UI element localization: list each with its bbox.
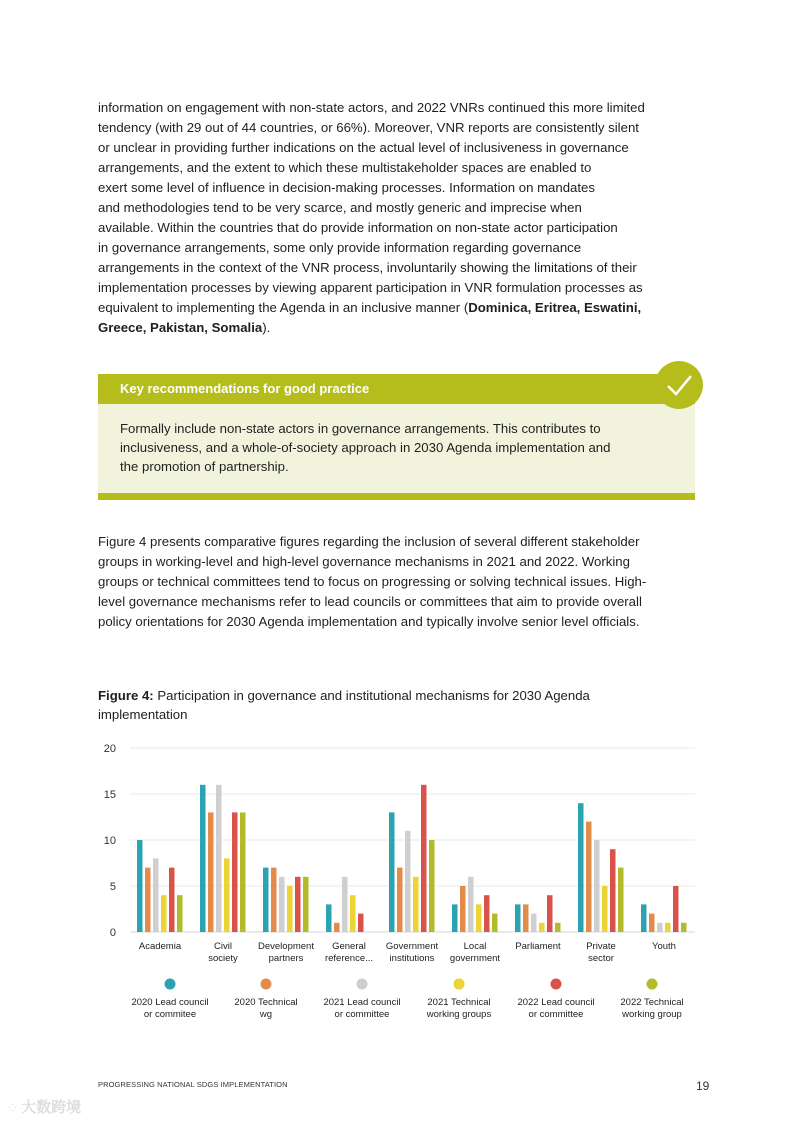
bar	[602, 886, 608, 932]
text-line	[98, 238, 698, 258]
text-line	[98, 592, 698, 612]
x-tick-label: Private	[586, 941, 616, 952]
text-run: information on engagement with non-state actors, and 2022 VNRs continued this more limited	[98, 100, 645, 115]
text-run: Figure 4 presents comparative figures regarding the inclusion of several different stakeholder	[98, 534, 640, 549]
bar	[232, 812, 238, 932]
bar	[153, 858, 159, 932]
y-tick-label: 10	[103, 835, 116, 847]
figure-caption	[98, 686, 698, 724]
x-tick-label: reference...	[324, 953, 374, 964]
key-recommendations-text	[120, 419, 680, 476]
text-line	[98, 118, 698, 138]
legend-marker	[454, 979, 465, 990]
bold-text: Dominica, Eritrea, Eswatini,	[468, 300, 642, 315]
bold-text: Greece, Pakistan, Somalia	[98, 320, 263, 335]
page-number: 19	[696, 1079, 710, 1093]
text-line	[98, 532, 698, 552]
bar	[326, 904, 332, 932]
text-line	[98, 318, 698, 338]
text-run: arrangements in the context of the VNR process, involuntarily showing the limitations of their	[98, 260, 637, 275]
bar	[539, 923, 545, 932]
legend-marker	[357, 979, 368, 990]
bar	[334, 923, 340, 932]
x-tick-label: partners	[268, 953, 304, 964]
bar	[208, 812, 214, 932]
text-line	[98, 572, 698, 592]
watermark: ◌ 大数跨境	[8, 1099, 82, 1116]
text-run: implementation processes by viewing apparent participation in VNR formulation processes as	[98, 280, 643, 295]
bar	[303, 877, 309, 932]
bar	[295, 877, 301, 932]
x-tick-label: society	[208, 953, 238, 964]
text-line	[98, 552, 698, 572]
bar	[610, 849, 616, 932]
legend-marker	[647, 979, 658, 990]
bar	[429, 840, 435, 932]
recommendation-line: inclusiveness, and a whole-of-society approach in 2030 Agenda implementation and	[120, 440, 611, 455]
bar	[673, 886, 679, 932]
x-tick-label: Youth	[652, 941, 676, 952]
bar	[484, 895, 490, 932]
bar	[492, 914, 498, 932]
key-recommendations-title: Key recommendations for good practice	[120, 381, 370, 396]
text-line	[98, 278, 698, 298]
x-tick-label: Academia	[138, 941, 182, 952]
bar	[216, 785, 222, 932]
divider	[98, 493, 695, 500]
x-tick-label: government	[449, 953, 501, 964]
legend-marker	[551, 979, 562, 990]
y-tick-label: 20	[103, 743, 116, 755]
bar	[468, 877, 474, 932]
text-run: exert some level of influence in decision-making processes. Information on mandates	[98, 180, 595, 195]
bar	[681, 923, 687, 932]
y-tick-label: 15	[103, 789, 116, 801]
legend-label: 2020 Technical	[234, 997, 298, 1008]
bar	[523, 904, 529, 932]
checkmark-icon	[655, 361, 703, 409]
legend-label: wg	[259, 1009, 273, 1020]
text-line	[98, 612, 698, 632]
recommendation-line: the promotion of partnership.	[120, 459, 289, 474]
legend-label: 2021 Lead council	[323, 997, 401, 1008]
x-tick-label: Parliament	[515, 941, 561, 952]
figure-caption-text-2: implementation	[98, 707, 188, 722]
key-recommendations-header	[98, 374, 695, 404]
x-tick-label: Development	[258, 941, 314, 952]
text-line	[98, 98, 698, 118]
x-tick-label: sector	[588, 953, 614, 964]
bar	[358, 914, 364, 932]
bar	[200, 785, 206, 932]
bar	[657, 923, 663, 932]
text-run: ).	[262, 320, 271, 335]
y-tick-label: 5	[109, 881, 116, 893]
x-tick-label: General	[332, 941, 366, 952]
key-recommendations-box	[98, 374, 695, 500]
text-run: available. Within the countries that do provide information on non-state actor participation	[98, 220, 618, 235]
x-tick-label: Civil	[214, 941, 232, 952]
bar-chart	[0, 730, 793, 1040]
bar	[287, 886, 293, 932]
bar	[224, 858, 230, 932]
legend-label: or committee	[334, 1009, 390, 1020]
bar	[137, 840, 143, 932]
body-paragraph-1	[98, 98, 698, 338]
text-line	[98, 158, 698, 178]
text-line	[98, 258, 698, 278]
legend-label: or committee	[528, 1009, 584, 1020]
bar	[578, 803, 584, 932]
text-run: groups or technical committees tend to focus on progressing or solving technical issues. High-	[98, 574, 647, 589]
text-run: in governance arrangements, some only provide information regarding governance	[98, 240, 582, 255]
body-paragraph-2	[98, 532, 698, 632]
legend-label: 2022 Technical	[620, 997, 684, 1008]
legend-label: working groups	[426, 1009, 492, 1020]
bar	[452, 904, 458, 932]
bar	[145, 868, 151, 932]
footer-title: PROGRESSING NATIONAL SDGS IMPLEMENTATION	[98, 1080, 288, 1089]
figure-caption-text: Participation in governance and institutional mechanisms for 2030 Agenda	[153, 688, 590, 703]
bar	[169, 868, 175, 932]
bar	[665, 923, 671, 932]
text-run: level governance mechanisms refer to lead councils or committees that aim to provide overall	[98, 594, 642, 609]
y-tick-label: 0	[109, 927, 116, 939]
bar	[389, 812, 395, 932]
text-run: groups in working-level and high-level governance mechanisms in 2021 and 2022. Working	[98, 554, 630, 569]
text-run: equivalent to implementing the Agenda in an inclusive manner (	[98, 300, 469, 315]
text-line	[98, 178, 698, 198]
bar	[594, 840, 600, 932]
bar	[405, 831, 411, 932]
bar	[547, 895, 553, 932]
legend-marker	[261, 979, 272, 990]
bar	[586, 822, 592, 932]
legend-marker	[165, 979, 176, 990]
bar	[263, 868, 269, 932]
bar	[240, 812, 246, 932]
bar	[271, 868, 277, 932]
x-tick-label: Local	[463, 941, 487, 952]
bar	[460, 886, 466, 932]
bar	[618, 868, 624, 932]
x-tick-label: institutions	[389, 953, 435, 964]
x-tick-label: Government	[385, 941, 439, 952]
legend-label: 2020 Lead council	[131, 997, 209, 1008]
bar	[649, 914, 655, 932]
text-line	[98, 298, 698, 318]
bar	[342, 877, 348, 932]
text-run: tendency (with 29 out of 44 countries, or 66%). Moreover, VNR reports are consistently silent	[98, 120, 639, 135]
bar	[476, 904, 482, 932]
bar	[515, 904, 521, 932]
bar	[555, 923, 561, 932]
bar	[350, 895, 356, 932]
bar	[531, 914, 537, 932]
legend-label: or commitee	[143, 1009, 197, 1020]
figure-label: Figure 4:	[98, 688, 154, 703]
bar	[413, 877, 419, 932]
text-line	[98, 138, 698, 158]
text-line	[98, 218, 698, 238]
text-run: and methodologies tend to be very scarce, and mostly generic and imprecise when	[98, 200, 582, 215]
bar	[279, 877, 285, 932]
text-run: or unclear in providing further indications on the actual level of inclusiveness in governance	[98, 140, 629, 155]
bar	[161, 895, 167, 932]
bar	[397, 868, 403, 932]
text-run: policy orientations for 2030 Agenda implementation and typically involve senior level officials.	[98, 614, 640, 629]
legend-label: 2021 Technical	[427, 997, 491, 1008]
text-line	[98, 198, 698, 218]
bar	[177, 895, 183, 932]
recommendation-line: Formally include non-state actors in governance arrangements. This contributes to	[120, 421, 601, 436]
bar	[641, 904, 647, 932]
text-run: arrangements, and the extent to which these multistakeholder spaces are enabled to	[98, 160, 592, 175]
legend-label: working group	[622, 1009, 682, 1020]
bar	[421, 785, 427, 932]
legend-label: 2022 Lead council	[517, 997, 595, 1008]
